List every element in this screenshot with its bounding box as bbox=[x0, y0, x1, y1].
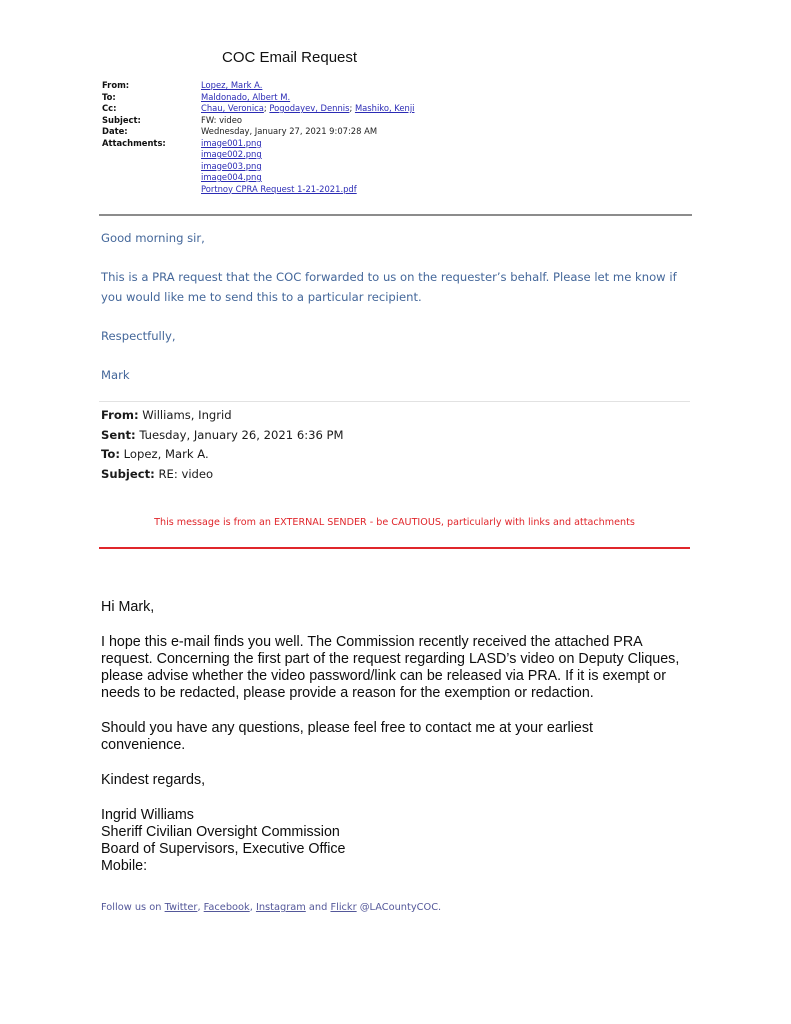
forward-greeting: Good morning sir, bbox=[101, 231, 205, 245]
quoted-subject-label: Subject: bbox=[101, 467, 155, 482]
attachments-label: Attachments: bbox=[102, 137, 166, 148]
header-cc-row bbox=[102, 103, 414, 115]
footer-separator: and bbox=[305, 902, 331, 913]
quoted-message-body bbox=[101, 599, 711, 876]
signature-org: Sheriff Civilian Oversight Commission bbox=[101, 823, 340, 840]
cc-link[interactable]: Chau, Veronica bbox=[201, 103, 264, 113]
quoted-paragraph-line: Should you have any questions, please feel free to contact me at your earliest bbox=[101, 720, 593, 737]
quoted-to-value: Lopez, Mark A. bbox=[119, 447, 209, 462]
cc-separator: ; bbox=[349, 103, 355, 113]
attachment-link[interactable]: image004.png bbox=[201, 172, 262, 182]
flickr-link[interactable]: Flickr bbox=[330, 902, 357, 913]
date-value: Wednesday, January 27, 2021 9:07:28 AM bbox=[201, 126, 378, 136]
forward-paragraph-line: you would like me to send this to a particular recipient. bbox=[101, 289, 422, 304]
cc-label: Cc: bbox=[102, 103, 117, 113]
quoted-from-label: From: bbox=[101, 408, 139, 422]
forward-message-body bbox=[101, 229, 701, 385]
attachments-list bbox=[201, 138, 357, 196]
footer-handle: @LACountyCOC. bbox=[356, 902, 442, 913]
quoted-message-header bbox=[101, 406, 344, 485]
header-attachments-row bbox=[102, 138, 414, 196]
forward-closing: Respectfully, bbox=[101, 328, 176, 343]
cc-separator: ; bbox=[263, 103, 270, 113]
quoted-from-value: Williams, Ingrid bbox=[138, 408, 232, 422]
quoted-to-row bbox=[101, 445, 344, 465]
forward-paragraph-line: This is a PRA request that the COC forwarded to us on the requester’s behalf. Please let me know if bbox=[101, 270, 677, 284]
signature-office: Board of Supervisors, Executive Office bbox=[101, 841, 346, 858]
from-link[interactable]: Lopez, Mark A. bbox=[201, 80, 263, 90]
external-sender-warning: This message is from an EXTERNAL SENDER - be CAUTIOUS, particularly with links and attachments bbox=[154, 517, 635, 528]
quoted-paragraph-line: I hope this e-mail finds you well. The Commission recently received the attached PRA bbox=[101, 633, 643, 650]
footer-separator: , bbox=[249, 902, 256, 913]
attachment-link[interactable]: image001.png bbox=[201, 137, 262, 148]
forward-signature: Mark bbox=[101, 367, 130, 382]
twitter-link[interactable]: Twitter bbox=[164, 902, 198, 913]
attachment-link[interactable]: image003.png bbox=[201, 160, 262, 171]
quoted-sent-value: Tuesday, January 26, 2021 6:36 PM bbox=[135, 427, 344, 442]
subject-value: FW: video bbox=[201, 114, 242, 125]
from-label: From: bbox=[102, 80, 130, 90]
facebook-link[interactable]: Facebook bbox=[203, 902, 250, 913]
cc-link[interactable]: Pogodayev, Dennis bbox=[269, 103, 350, 113]
document-title: COC Email Request bbox=[222, 49, 358, 66]
quoted-subject-value: RE: video bbox=[154, 467, 214, 482]
quoted-from-row bbox=[101, 406, 344, 426]
quoted-paragraph-line: needs to be redacted, please provide a reason for the exemption or redaction. bbox=[101, 685, 594, 702]
quoted-greeting: Hi Mark, bbox=[101, 599, 155, 615]
quoted-subject-row bbox=[101, 465, 344, 485]
to-label: To: bbox=[102, 91, 116, 102]
date-label: Date: bbox=[102, 126, 128, 136]
header-subject-row bbox=[102, 115, 414, 127]
footer-prefix: Follow us on bbox=[101, 902, 165, 913]
header-date-row bbox=[102, 126, 414, 138]
header-divider bbox=[99, 214, 692, 216]
social-footer bbox=[101, 902, 441, 913]
attachment-link[interactable]: image002.png bbox=[201, 149, 262, 159]
quoted-closing: Kindest regards, bbox=[101, 771, 206, 788]
quoted-paragraph-line: request. Concerning the first part of the request regarding LASD’s video on Deputy Cliques, bbox=[101, 650, 680, 667]
email-header bbox=[102, 80, 414, 195]
attachment-link-pdf[interactable]: Portnoy CPRA Request 1-21-2021.pdf bbox=[201, 183, 357, 194]
signature-mobile: Mobile: bbox=[101, 858, 148, 875]
quoted-paragraph-line: convenience. bbox=[101, 737, 186, 754]
signature-name: Ingrid Williams bbox=[101, 806, 194, 823]
header-to-row bbox=[102, 92, 414, 104]
subject-label: Subject: bbox=[102, 114, 141, 125]
warning-divider bbox=[99, 547, 690, 549]
instagram-link[interactable]: Instagram bbox=[255, 902, 306, 913]
cc-link[interactable]: Mashiko, Kenji bbox=[354, 103, 415, 113]
quoted-sent-row bbox=[101, 426, 344, 446]
header-from-row bbox=[102, 80, 414, 92]
quoted-sent-label: Sent: bbox=[101, 427, 136, 442]
quoted-message-divider bbox=[99, 401, 690, 402]
quoted-to-label: To: bbox=[101, 447, 120, 462]
to-link[interactable]: Maldonado, Albert M. bbox=[201, 91, 291, 102]
footer-separator: , bbox=[197, 902, 204, 913]
quoted-paragraph-line: please advise whether the video password/link can be released via PRA. If it is exempt or bbox=[101, 668, 667, 685]
